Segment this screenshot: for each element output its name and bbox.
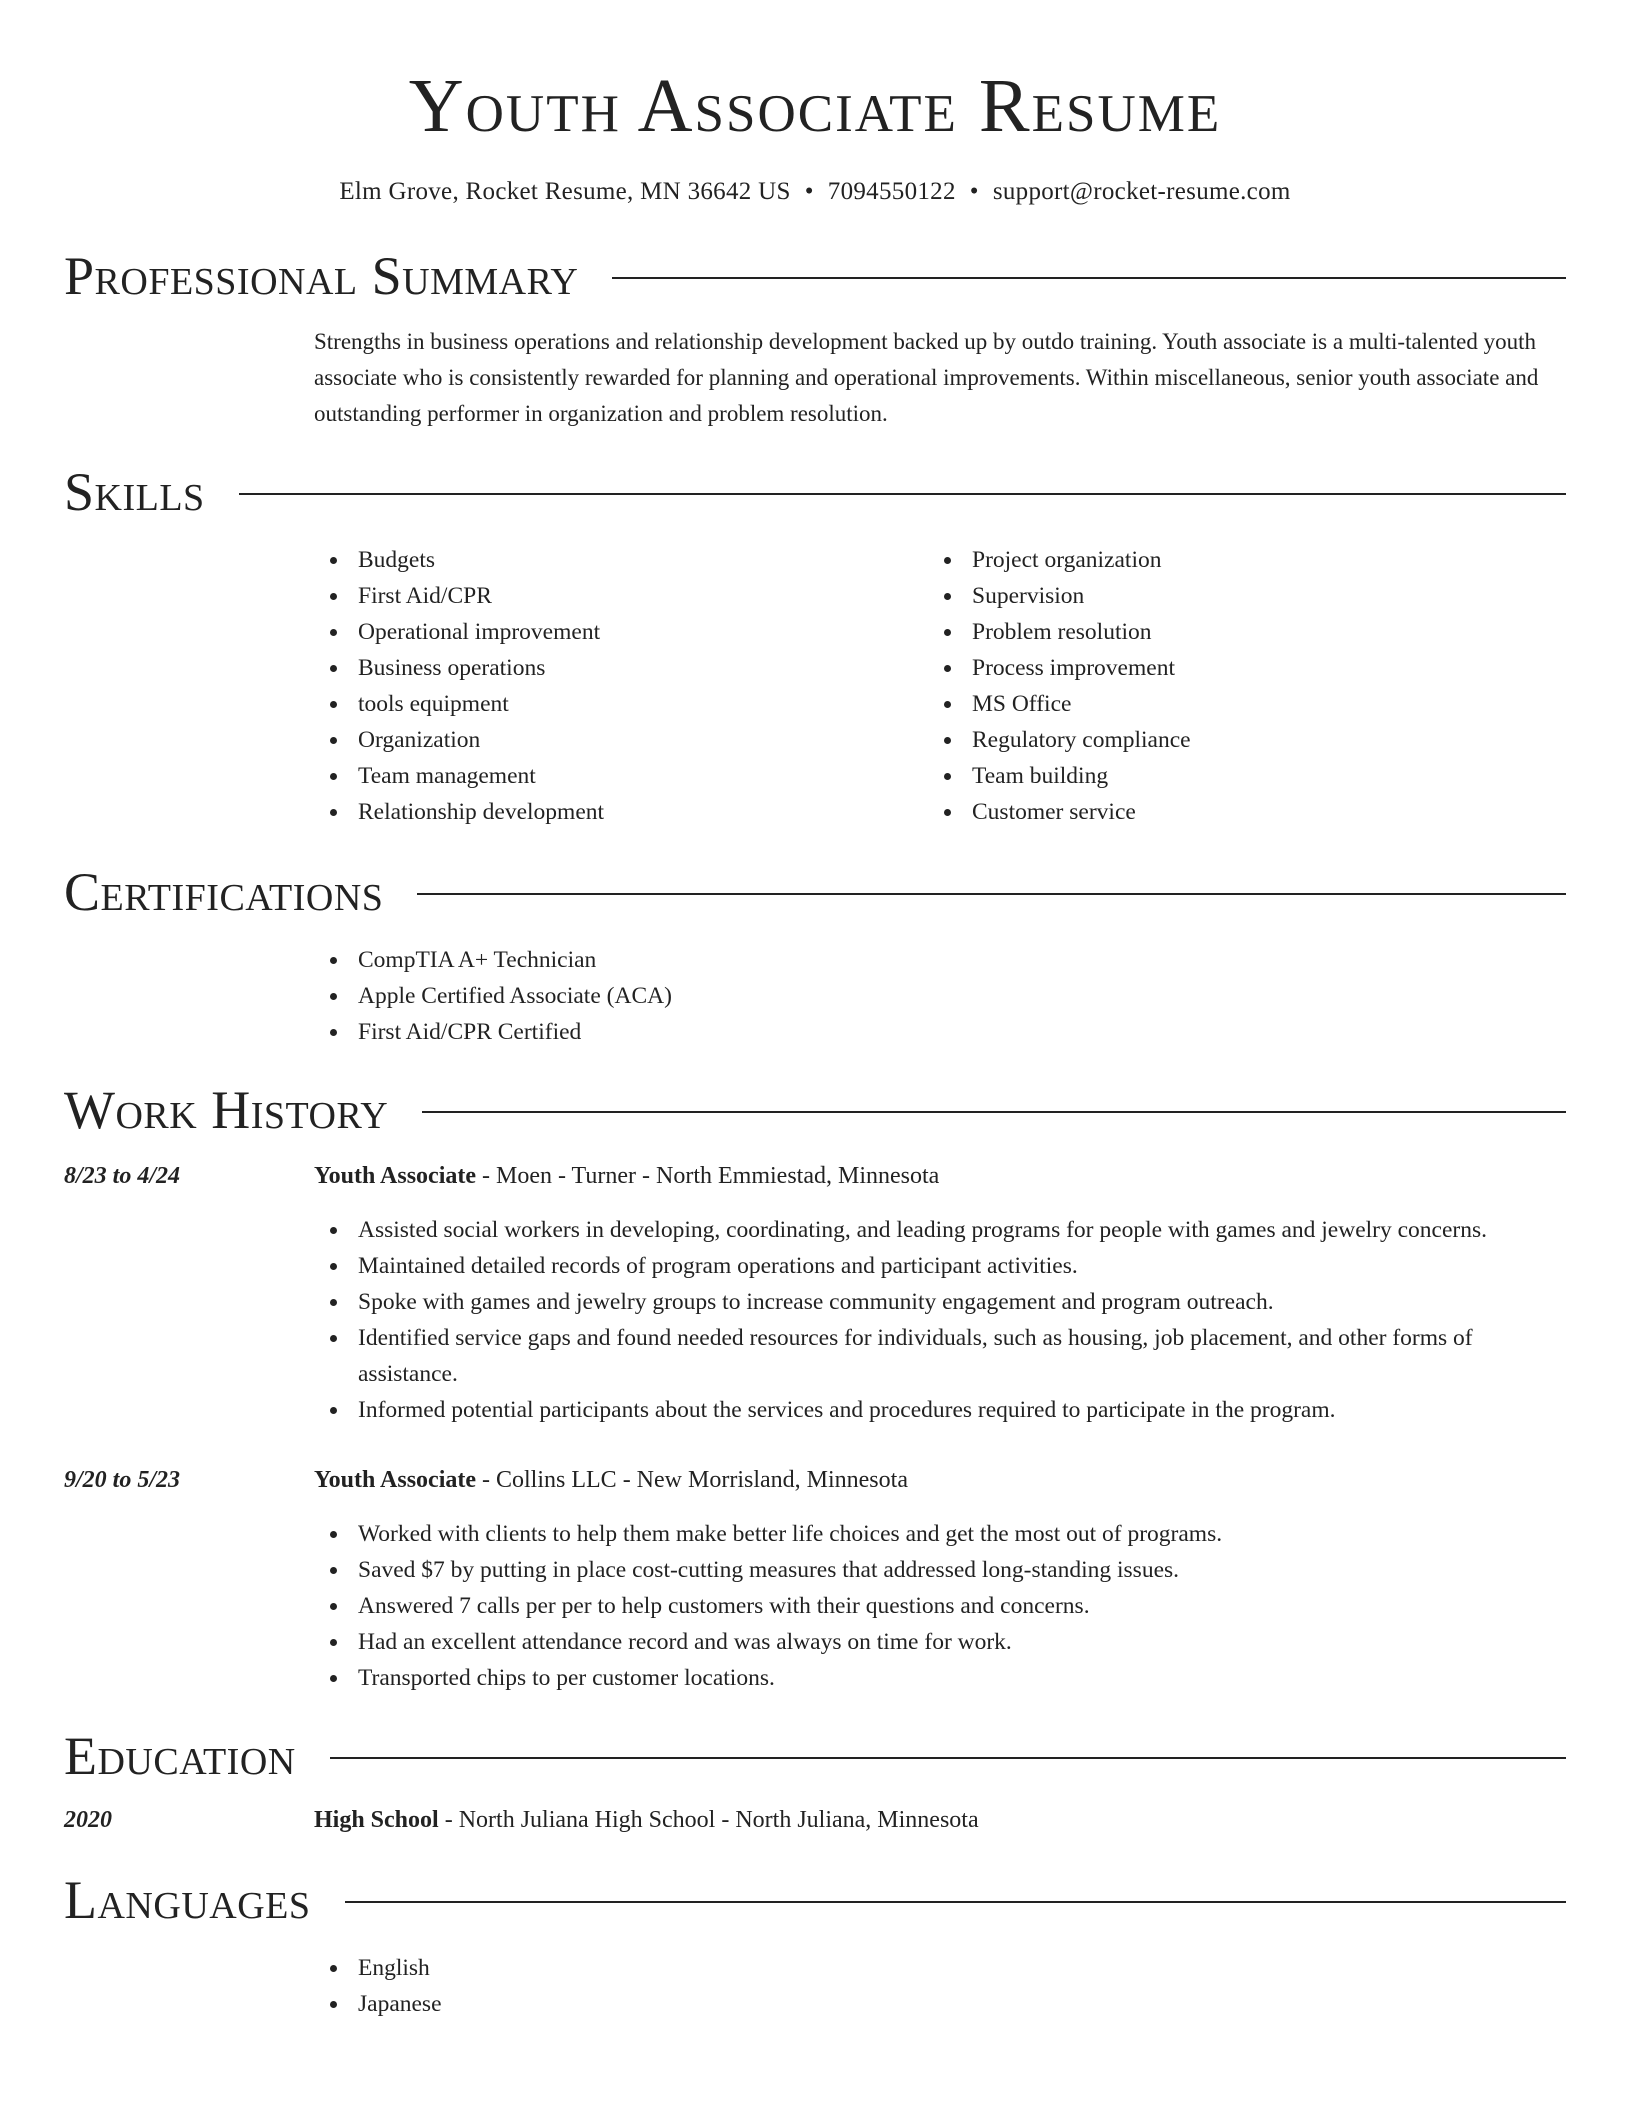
languages-block <box>314 1950 1566 2022</box>
language-item: English <box>314 1950 1566 1986</box>
skill-item: Business operations <box>314 650 928 686</box>
education-line <box>314 1802 979 1838</box>
certification-item: First Aid/CPR Certified <box>314 1014 1566 1050</box>
certification-item: CompTIA A+ Technician <box>314 942 1566 978</box>
job-dates: 9/20 to 5/23 <box>64 1467 181 1493</box>
job-duty-item: Informed potential participants about the services and procedures required to participate in the program. <box>314 1392 1566 1428</box>
certification-item: Apple Certified Associate (ACA) <box>314 978 1566 1014</box>
job-duty-item: Had an excellent attendance record and was always on time for work. <box>314 1624 1566 1660</box>
contact-email: support@rocket-resume.com <box>992 178 1291 205</box>
certifications-section-header <box>64 860 1566 924</box>
job-entry <box>64 1462 1566 1696</box>
languages-section-header <box>64 1868 1566 1932</box>
skill-item: MS Office <box>928 686 1542 722</box>
job-duties-list <box>314 1516 1566 1696</box>
education-year: 2020 <box>64 1807 112 1833</box>
skills-list-left <box>314 542 928 830</box>
certifications-list <box>314 942 1566 1050</box>
contact-separator: • <box>969 178 979 205</box>
section-divider <box>239 493 1566 495</box>
skill-item: Project organization <box>928 542 1542 578</box>
languages-heading: Languages <box>64 1870 311 1930</box>
skills-column-right <box>928 542 1542 830</box>
job-duty-item: Worked with clients to help them make better life choices and get the most out of programs. <box>314 1516 1566 1552</box>
contact-separator: • <box>804 178 814 205</box>
job-entry <box>64 1158 1566 1428</box>
skill-item: tools equipment <box>314 686 928 722</box>
job-title-line <box>314 1462 908 1498</box>
contact-line <box>64 176 1566 208</box>
skills-heading: Skills <box>64 462 205 522</box>
summary-section-header <box>64 244 1566 308</box>
job-title: Youth Associate <box>314 1163 477 1189</box>
job-duty-item: Maintained detailed records of program operations and participant activities. <box>314 1248 1566 1284</box>
job-company-location: - Collins LLC - New Morrisland, Minnesota <box>476 1467 908 1493</box>
skill-item: First Aid/CPR <box>314 578 928 614</box>
contact-address: Elm Grove, Rocket Resume, MN 36642 US <box>339 178 791 205</box>
education-section-header <box>64 1724 1566 1788</box>
job-company-location: - Moen - Turner - North Emmiestad, Minnesota <box>476 1163 940 1189</box>
job-title: Youth Associate <box>314 1467 477 1493</box>
skill-item: Supervision <box>928 578 1542 614</box>
job-duties <box>314 1212 1566 1428</box>
education-degree: High School <box>314 1807 439 1833</box>
job-duty-item: Identified service gaps and found needed resources for individuals, such as housing, job placement, and other forms of assistance. <box>314 1320 1566 1392</box>
work-heading: Work History <box>64 1080 389 1140</box>
skills-column-left <box>314 542 928 830</box>
job-duty-item: Saved $7 by putting in place cost-cutting measures that addressed long-standing issues. <box>314 1552 1566 1588</box>
education-school-location: - North Juliana High School - North Juliana, Minnesota <box>438 1807 979 1833</box>
contact-phone: 7094550122 <box>827 178 956 205</box>
education-heading: Education <box>64 1726 296 1786</box>
certifications-heading: Certifications <box>64 862 384 922</box>
job-dates: 8/23 to 4/24 <box>64 1163 181 1189</box>
skill-item: Regulatory compliance <box>928 722 1542 758</box>
section-divider <box>345 1901 1567 1903</box>
skills-section-header <box>64 460 1566 524</box>
summary-text: Strengths in business operations and relationship development backed up by outdo training. Youth associate is a multi-talented youth associate who is consistently rewarded for planning and operational improvements. Within miscellaneous, senior youth associate and outstanding performer in organization and problem resolution. <box>314 329 1539 426</box>
job-duty-item: Assisted social workers in developing, coordinating, and leading programs for people with games and jewelry concerns. <box>314 1212 1566 1248</box>
job-duty-item: Spoke with games and jewelry groups to increase community engagement and program outreach. <box>314 1284 1566 1320</box>
job-header <box>64 1462 1566 1498</box>
skill-item: Problem resolution <box>928 614 1542 650</box>
skill-item: Budgets <box>314 542 928 578</box>
job-title-line <box>314 1158 939 1194</box>
section-divider <box>612 277 1566 279</box>
skill-item: Process improvement <box>928 650 1542 686</box>
job-duties <box>314 1516 1566 1696</box>
job-header <box>64 1158 1566 1194</box>
education-entry <box>64 1802 1566 1838</box>
job-duties-list <box>314 1212 1566 1428</box>
skill-item: Team management <box>314 758 928 794</box>
section-divider <box>422 1111 1566 1113</box>
skill-item: Operational improvement <box>314 614 928 650</box>
section-divider <box>417 893 1566 895</box>
skill-item: Customer service <box>928 794 1542 830</box>
skills-list-right <box>928 542 1542 830</box>
languages-list <box>314 1950 1566 2022</box>
skill-item: Organization <box>314 722 928 758</box>
section-divider <box>330 1757 1566 1759</box>
language-item: Japanese <box>314 1986 1566 2022</box>
resume-title: Youth Associate Resume <box>408 64 1222 148</box>
job-duty-item: Answered 7 calls per per to help customers with their questions and concerns. <box>314 1588 1566 1624</box>
work-section-header <box>64 1078 1566 1142</box>
skill-item: Relationship development <box>314 794 928 830</box>
certifications-block <box>314 942 1566 1050</box>
skill-item: Team building <box>928 758 1542 794</box>
skills-grid <box>314 542 1566 830</box>
summary-heading: Professional Summary <box>64 246 579 306</box>
job-duty-item: Transported chips to per customer locations. <box>314 1660 1566 1696</box>
